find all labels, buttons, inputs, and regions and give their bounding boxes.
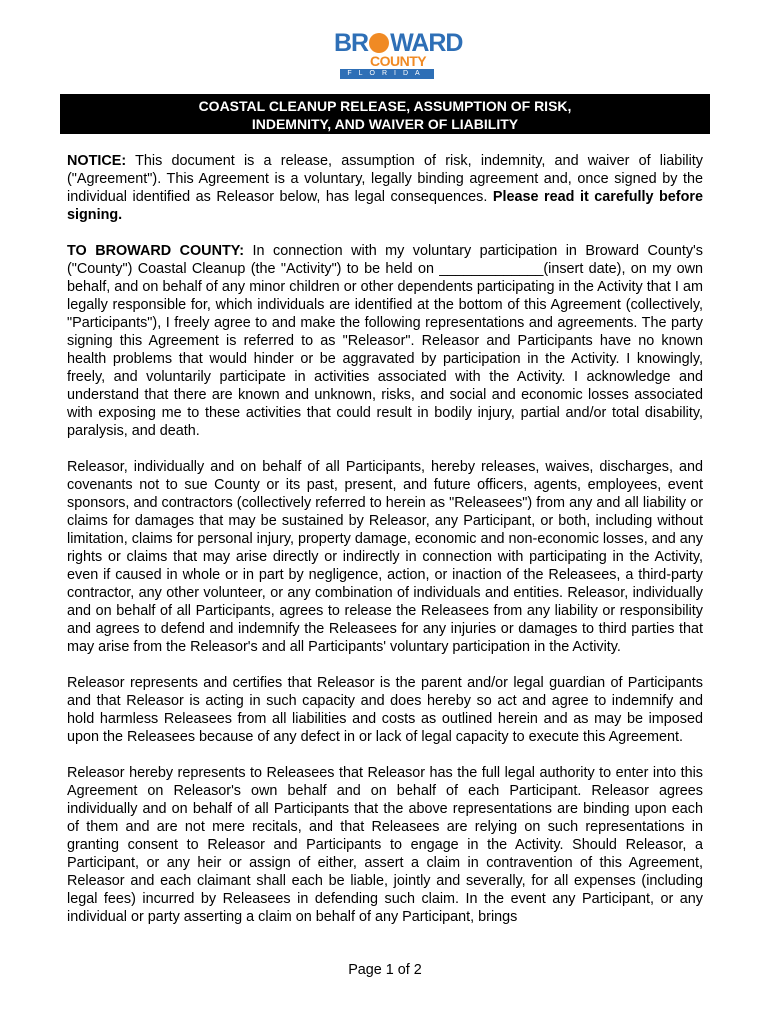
document-body xyxy=(67,152,703,926)
logo-text-br: BR xyxy=(334,29,369,57)
title-line-2: INDEMNITY, AND WAIVER OF LIABILITY xyxy=(251,116,519,132)
page-number: Page 1 of 2 xyxy=(348,962,422,978)
notice-label: NOTICE: xyxy=(67,153,127,169)
document-title xyxy=(60,94,710,134)
logo-county-text: COUNTY xyxy=(370,53,427,69)
authority-paragraph: Releasor hereby represents to Releasees that Releasor has the full legal authority to enter into this Agreement on Releasor's own behalf and on behalf of each Participant. Releasor agrees individually and on behalf of all Participants that the above representations are binding upon each of them and are not mere recitals, and that Releasees are relying on such representations in granting consent to Releasor and Participants to engage in the Activity. Should Releasor, a Participant, or any heir or assign of either, assert a claim in contravention of this Agreement, Releasor and each claimant shall each be liable, jointly and severally, for all expenses (including legal fees) incurred by Releasees in defending such claim. In the event any Participant, or any individual or party asserting a claim on behalf of any Participant, brings xyxy=(67,765,703,925)
logo-text-ward: WARD xyxy=(390,29,463,57)
broward-county-logo xyxy=(334,29,463,80)
logo-florida-text: FLORIDA xyxy=(340,69,434,79)
logo-sun-icon xyxy=(369,33,389,53)
notice-emphasis: Please read it carefully before signing. xyxy=(67,189,703,223)
to-county-paragraph xyxy=(67,242,703,440)
notice-paragraph xyxy=(67,152,703,224)
to-county-label: TO BROWARD COUNTY: xyxy=(67,243,245,259)
to-county-text: In connection with my voluntary participation in Broward County's ("County") Coastal Cleanup (the "Activity") to be held on _____________(insert date), on my own behalf, and on behalf of any minor children or other dependents participating in the Activity that I am legally responsible for, which individuals are identified at the bottom of this Agreement (collectively, "Participants"), I freely agree to and make the following representations and agreements. The party signing this Agreement is referred to as "Releasor". Releasor and Participants have no known health problems that would hinder or be aggravated by participation in the Activity. I knowingly, freely, and voluntarily participate in activities associated with the Activity. I acknowledge and understand that there are known and unknown, risks, and social and economic losses associated with exposing me to these activities that could result in bodily injury, partial and/or total disability, paralysis, and death. xyxy=(67,243,703,439)
title-line-1: COASTAL CLEANUP RELEASE, ASSUMPTION OF RISK, xyxy=(198,98,572,114)
guardian-paragraph: Releasor represents and certifies that Releasor is the parent and/or legal guardian of Participants and that Releasor is acting in such capacity and does hereby so act and agree to indemnify and hold harmless Releasees from all liabilities and costs as outlined herein and as may be imposed upon the Releasees because of any defect in or lack of legal capacity to execute this Agreement. xyxy=(67,675,703,745)
release-paragraph: Releasor, individually and on behalf of all Participants, hereby releases, waives, discharges, and covenants not to sue County or its past, present, and future officers, agents, employees, event sponsors, and contractors (collectively referred to herein as "Releasees") from any and all liability or claims for damages that may be sustained by Releasor, any Participant, or both, including without limitation, claims for personal injury, property damage, economic and non-economic losses, and any rights or claims that may arise directly or indirectly in connection with participating in the Activity, even if caused in whole or in part by negligence, action, or inaction of the Releasees, a third-party contractor, any other volunteer, or any combination of individuals and entities. Releasor, individually and on behalf of all Participants, agrees to release the Releasees from any liability or responsibility and agrees to defend and indemnify the Releasees for any injuries or damages to third parties that may arise from the Releasor's and all Participants' voluntary participation in the Activity. xyxy=(67,459,703,655)
notice-text: This document is a release, assumption of risk, indemnity, and waiver of liability ("Agreement"). This Agreement is a voluntary, legally binding agreement and, once signed by the individual identified as Releasor below, has legal consequences. xyxy=(67,153,703,205)
